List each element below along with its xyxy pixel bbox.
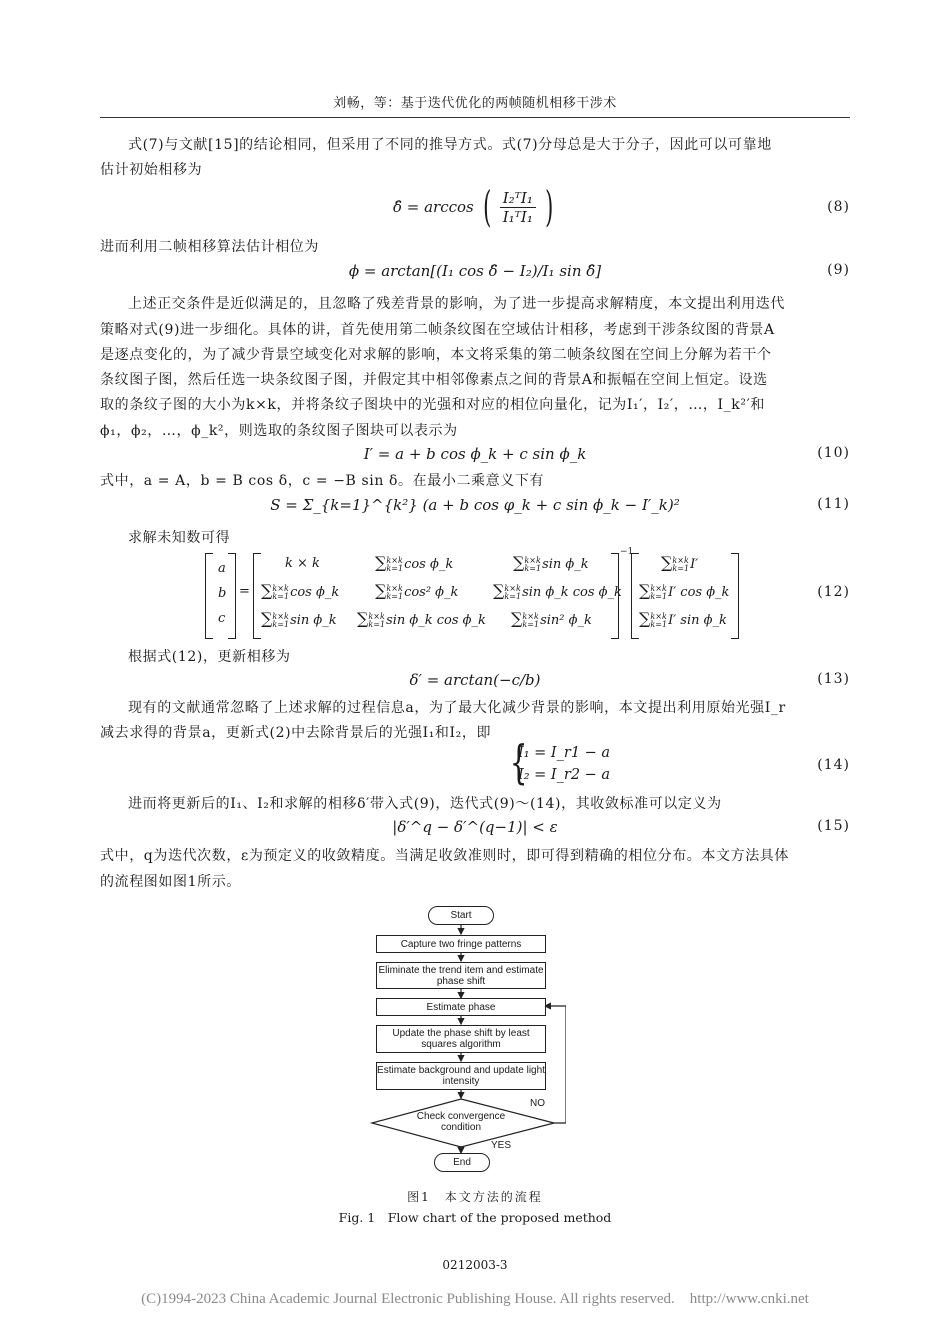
equation-8 — [100, 182, 850, 231]
figure-caption-english: Fig. 1 Flow chart of the proposed method — [338, 1210, 612, 1225]
flowchart — [366, 902, 566, 1178]
matrix-inverse-exponent: −1 — [620, 547, 634, 557]
equation-14-line-1: I₁ = I_r1 − a — [518, 745, 611, 761]
copyright-footer: (C)1994-2023 China Academic Journal Electronic Publishing House. All rights reserved. http://www.cnki.net — [141, 1291, 809, 1307]
equation-13-number: (13) — [817, 671, 850, 687]
equation-11-body: S = Σ_{k=1}^{k²} (a + b cos φ_k + c sin ϕ_k − I′_k)² — [270, 496, 680, 514]
equation-15-number: (15) — [817, 818, 850, 834]
equation-9-number: (9) — [827, 262, 850, 278]
matrix-cell-1-3: ∑k×k k=1sin ϕ_k — [513, 553, 589, 573]
paragraph-3-line-1: 上述正交条件是近似满足的，且忽略了残差背景的影响，为了进一步提高求解精度，本文提出利用迭代 — [128, 296, 785, 312]
equation-14-brace: { — [509, 735, 528, 789]
paragraph-2: 进而利用二帧相移算法估计相位为 — [100, 239, 319, 255]
rhs-cell-3: ∑k×k k=1I′ sin ϕ_k — [639, 609, 727, 629]
equation-8-body — [100, 182, 850, 231]
flow-step-estimate-phase: Estimate phase — [376, 998, 546, 1016]
equation-8-fraction — [500, 189, 536, 226]
equation-14-line-2: I₂ = I_r2 − a — [518, 767, 611, 783]
flow-end: End — [434, 1153, 490, 1172]
flow-no-label: NO — [530, 1098, 545, 1109]
equation-14 — [100, 735, 850, 789]
matrix-cell-3-1: ∑k×k k=1sin ϕ_k — [261, 609, 337, 629]
equals-sign: = — [239, 584, 250, 599]
paragraph-5: 求解未知数可得 — [128, 530, 231, 546]
paragraph-6: 根据式(12)，更新相移为 — [128, 649, 291, 665]
flow-step-capture: Capture two fringe patterns — [376, 935, 546, 953]
paragraph-7-line-2: 减去求得的背景a，更新式(2)中去除背景后的光强I₁和I₂，即 — [100, 725, 492, 741]
equation-14-number: (14) — [817, 757, 850, 773]
paragraph-3-line-2: 策略对式(9)进一步细化。具体的讲，首先使用第二帧条纹图在空域估计相移，考虑到干涉条纹图的背景A — [100, 322, 775, 338]
equation-8-numerator: I₂ᵀI₁ — [500, 189, 536, 208]
flow-start: Start — [428, 906, 494, 925]
flow-yes-label: YES — [491, 1140, 512, 1151]
equation-10-body: I′ = a + b cos ϕ_k + c sin ϕ_k — [363, 445, 587, 463]
equation-8-lhs: δ̂ = arccos — [392, 198, 474, 216]
matrix-cell-3-2: ∑k×k k=1sin ϕ_k cos ϕ_k — [357, 609, 486, 629]
matrix-cell-2-3: ∑k×k k=1sin ϕ_k cos ϕ_k — [493, 581, 622, 601]
paragraph-9-line-1: 式中，q为迭代次数，ε为预定义的收敛精度。当满足收敛准则时，即可得到精确的相位分布。本文方法具体 — [100, 848, 790, 864]
rhs-cell-2: ∑k×k k=1I′ cos ϕ_k — [639, 581, 730, 601]
vector-b: b — [218, 586, 227, 601]
paragraph-7-line-1: 现有的文献通常忽略了上述求解的过程信息a，为了最大化减少背景的影响，本文提出利用原始光强I_r — [128, 700, 786, 716]
figure-caption-chinese: 图1 本文方法的流程 — [407, 1190, 543, 1204]
flow-step-update-phase-shift: Update the phase shift by least squares algorithm — [376, 1025, 546, 1053]
equation-9-body: ϕ = arctan[(I₁ cos δ̂ − I₂)/I₁ sin δ̂] — [348, 262, 602, 280]
running-header: 刘畅，等：基于迭代优化的两帧随机相移干涉术 — [333, 96, 617, 111]
equation-12-number: (12) — [817, 584, 850, 600]
paragraph-3-line-3: 是逐点变化的，为了减少背景空域变化对求解的影响，本文将采集的第二帧条纹图在空间上分解为若干个 — [100, 347, 772, 363]
paragraph-4: 式中，a = A，b = B cos δ，c = −B sin δ。在最小二乘意义下有 — [100, 473, 545, 489]
paragraph-1-line-2: 估计初始相移为 — [100, 162, 203, 178]
matrix-cell-3-3: ∑k×k k=1sin² ϕ_k — [511, 609, 592, 629]
paragraph-3-line-6: ϕ₁，ϕ₂，…，ϕ_k²，则选取的条纹图子图块可以表示为 — [100, 423, 458, 439]
equation-15 — [100, 818, 850, 848]
matrix-cell-1-2: ∑k×k k=1cos ϕ_k — [375, 553, 454, 573]
equation-8-open-paren: ( — [482, 182, 491, 231]
equation-9 — [100, 262, 850, 292]
paragraph-1-line-1: 式(7)与文献[15]的结论相同，但采用了不同的推导方式。式(7)分母总是大于分子，因此可以可靠地 — [128, 137, 772, 153]
matrix-cell-1-1: k × k — [285, 556, 320, 571]
equation-11-number: (11) — [817, 496, 850, 512]
matrix-cell-2-2: ∑k×k k=1cos² ϕ_k — [375, 581, 459, 601]
equation-15-body: |δ′^q − δ′^(q−1)| < ε — [392, 818, 558, 836]
vector-c: c — [218, 611, 226, 626]
equation-8-denominator: I₁ᵀI₁ — [502, 207, 533, 226]
flow-decision-label: Check convergence condition — [416, 1111, 506, 1133]
equation-13-body: δ′ = arctan(−c/b) — [409, 671, 541, 689]
equation-8-number: (8) — [827, 199, 850, 215]
equation-10-number: (10) — [817, 445, 850, 461]
equation-12-number-row — [100, 584, 850, 604]
flow-step-estimate-background: Estimate background and update light intensity — [376, 1062, 546, 1090]
equation-11 — [100, 496, 850, 526]
equation-8-close-paren: ) — [544, 182, 553, 231]
header-rule — [100, 117, 850, 118]
matrix-cell-2-1: ∑k×k k=1cos ϕ_k — [261, 581, 340, 601]
page-number: 0212003-3 — [442, 1258, 508, 1272]
paragraph-3-line-5: 取的条纹子图的大小为k×k，并将条纹子图块中的光强和对应的相位向量化，记为I₁′，I₂′，…，I_k²′和 — [100, 397, 765, 413]
vector-a: a — [218, 561, 226, 576]
paragraph-3-line-4: 条纹图子图，然后任选一块条纹图子图，并假定其中相邻像素点之间的背景A和振幅在空间上恒定。设选 — [100, 372, 768, 388]
paragraph-9-line-2: 的流程图如图1所示。 — [100, 874, 241, 890]
rhs-cell-1: ∑k×k k=1I′ — [661, 553, 699, 573]
flow-step-eliminate-trend: Eliminate the trend item and estimate phase shift — [376, 962, 546, 989]
paragraph-8: 进而将更新后的I₁、I₂和求解的相移δ′带入式(9)，迭代式(9)～(14)，其收敛标准可以定义为 — [128, 796, 722, 812]
